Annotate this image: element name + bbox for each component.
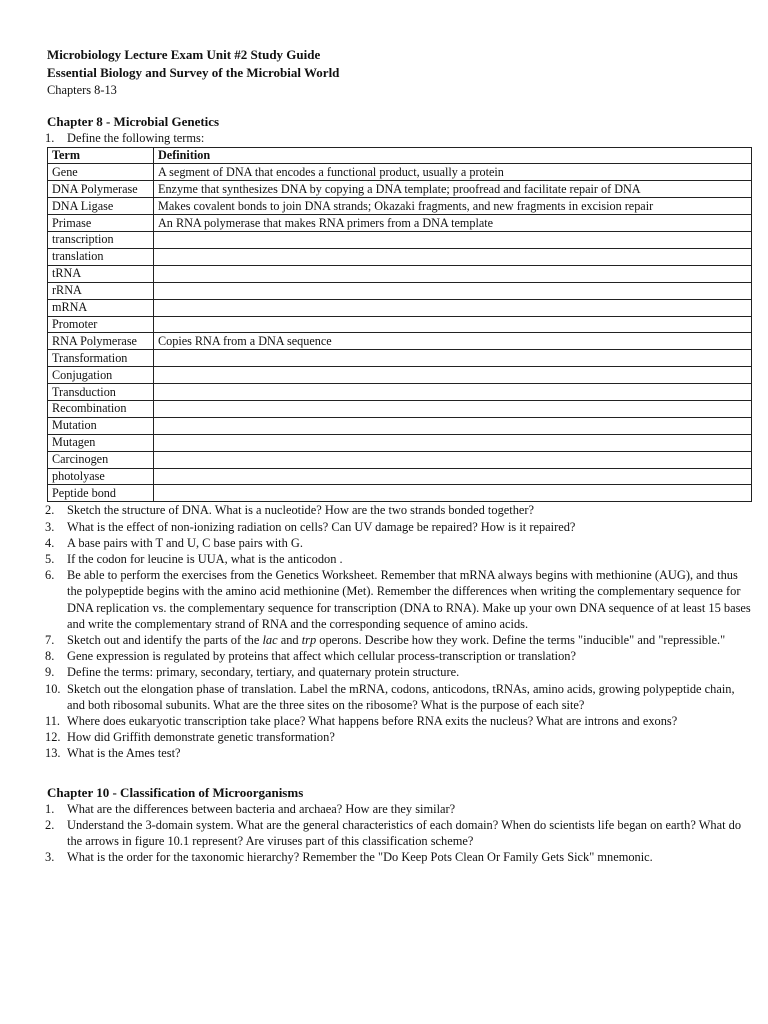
question-text: operons. Describe how they work. Define the terms "inducible" and "repressible." bbox=[316, 632, 726, 647]
term-cell: Gene bbox=[48, 164, 154, 181]
table-row bbox=[48, 181, 752, 198]
list-item bbox=[47, 632, 752, 648]
term-cell: Conjugation bbox=[48, 367, 154, 384]
question-number: 7. bbox=[45, 632, 55, 647]
table-row bbox=[48, 215, 752, 232]
chapter8-questions bbox=[47, 502, 752, 761]
doc-title-line2: Essential Biology and Survey of the Microbial World bbox=[47, 65, 340, 80]
table-row bbox=[48, 316, 752, 333]
question-number: 5. bbox=[45, 551, 55, 566]
term-cell: DNA Polymerase bbox=[48, 181, 154, 198]
question-text: How did Griffith demonstrate genetic transformation? bbox=[67, 730, 335, 745]
list-item bbox=[47, 567, 752, 632]
definition-cell bbox=[154, 367, 752, 384]
question-number: 12. bbox=[45, 730, 61, 745]
header-definition: Definition bbox=[154, 147, 752, 164]
definition-cell bbox=[154, 316, 752, 333]
question-number: 1. bbox=[45, 131, 55, 145]
table-row bbox=[48, 198, 752, 215]
terms-table bbox=[47, 147, 752, 503]
question-number: 3. bbox=[45, 850, 55, 865]
list-item bbox=[47, 535, 752, 551]
list-item bbox=[47, 729, 752, 745]
table-row bbox=[48, 333, 752, 350]
question-text: Where does eukaryotic transcription take place? What happens before RNA exits the nucleus? What are introns and exons? bbox=[67, 713, 678, 728]
term-cell: DNA Ligase bbox=[48, 198, 154, 215]
question-text: If the codon for leucine is UUA, what is the anticodon . bbox=[67, 551, 343, 566]
term-cell: photolyase bbox=[48, 468, 154, 485]
term-cell: Mutation bbox=[48, 417, 154, 434]
question-number: 2. bbox=[45, 503, 55, 518]
definition-cell bbox=[154, 451, 752, 468]
list-item bbox=[47, 551, 752, 567]
table-row bbox=[48, 367, 752, 384]
question-number: 2. bbox=[45, 817, 55, 832]
question-number: 4. bbox=[45, 535, 55, 550]
table-row bbox=[48, 164, 752, 181]
question-text: A base pairs with T and U, C base pairs with G. bbox=[67, 535, 303, 550]
list-item bbox=[47, 801, 752, 817]
list-item bbox=[47, 713, 752, 729]
definition-cell: Makes covalent bonds to join DNA strands; Okazaki fragments, and new fragments in excision repair bbox=[154, 198, 752, 215]
term-cell: Recombination bbox=[48, 400, 154, 417]
table-row bbox=[48, 451, 752, 468]
table-row bbox=[48, 485, 752, 502]
question-text: What are the differences between bacteria and archaea? How are they similar? bbox=[67, 801, 456, 816]
term-cell: Promoter bbox=[48, 316, 154, 333]
list-item bbox=[47, 745, 752, 761]
definition-cell bbox=[154, 417, 752, 434]
table-row bbox=[48, 400, 752, 417]
definition-cell bbox=[154, 282, 752, 299]
question-text: Sketch out and identify the parts of the bbox=[67, 632, 263, 647]
question-text: What is the order for the taxonomic hierarchy? Remember the "Do Keep Pots Clean Or Family Gets Sick" mnemonic. bbox=[67, 850, 653, 865]
question-text: What is the effect of non-ionizing radiation on cells? Can UV damage be repaired? How is it repaired? bbox=[67, 519, 576, 534]
header-term: Term bbox=[48, 147, 154, 164]
terms-table-header bbox=[48, 147, 752, 164]
question-number: 13. bbox=[45, 746, 61, 761]
definition-cell: Enzyme that synthesizes DNA by copying a DNA template; proofread and facilitate repair of DNA bbox=[154, 181, 752, 198]
definition-cell: An RNA polymerase that makes RNA primers from a DNA template bbox=[154, 215, 752, 232]
definition-cell: A segment of DNA that encodes a functional product, usually a protein bbox=[154, 164, 752, 181]
term-cell: Mutagen bbox=[48, 434, 154, 451]
question-text: Understand the 3-domain system. What are the general characteristics of each domain? When do scientists life began on earth? What do the arrows in figure 10.1 represent? Are viruses part of this classification scheme? bbox=[67, 817, 742, 848]
list-item bbox=[47, 502, 752, 518]
term-cell: Primase bbox=[48, 215, 154, 232]
definition-cell bbox=[154, 485, 752, 502]
term-cell: RNA Polymerase bbox=[48, 333, 154, 350]
table-row bbox=[48, 350, 752, 367]
doc-title-line1: Microbiology Lecture Exam Unit #2 Study Guide bbox=[47, 47, 321, 62]
chapter10-questions bbox=[47, 801, 752, 866]
list-item bbox=[47, 664, 752, 680]
doc-chapters-range: Chapters 8-13 bbox=[47, 83, 117, 97]
list-item bbox=[47, 681, 752, 713]
operon-name: lac bbox=[262, 632, 278, 647]
question-number: 8. bbox=[45, 649, 55, 664]
question-number: 10. bbox=[45, 681, 61, 696]
table-row bbox=[48, 232, 752, 249]
list-item bbox=[47, 648, 752, 664]
question-text: and bbox=[277, 632, 302, 647]
definition-cell bbox=[154, 400, 752, 417]
list-item bbox=[47, 849, 752, 865]
table-row bbox=[48, 417, 752, 434]
definition-cell bbox=[154, 248, 752, 265]
terms-table-body bbox=[48, 164, 752, 502]
term-cell: Transduction bbox=[48, 384, 154, 401]
table-row bbox=[48, 248, 752, 265]
question-number: 6. bbox=[45, 568, 55, 583]
definition-cell bbox=[154, 434, 752, 451]
table-row bbox=[48, 265, 752, 282]
question-number: 3. bbox=[45, 519, 55, 534]
list-item bbox=[47, 817, 752, 849]
table-row bbox=[48, 299, 752, 316]
term-cell: transcription bbox=[48, 232, 154, 249]
definition-cell bbox=[154, 350, 752, 367]
table-row bbox=[48, 468, 752, 485]
term-cell: rRNA bbox=[48, 282, 154, 299]
table-row bbox=[48, 384, 752, 401]
term-cell: Carcinogen bbox=[48, 451, 154, 468]
chapter8-heading: Chapter 8 - Microbial Genetics bbox=[47, 114, 220, 129]
chapter8-q1 bbox=[47, 130, 752, 147]
term-cell: mRNA bbox=[48, 299, 154, 316]
list-item bbox=[47, 519, 752, 535]
question-text: Define the following terms: bbox=[67, 131, 205, 145]
term-cell: translation bbox=[48, 248, 154, 265]
definition-cell bbox=[154, 232, 752, 249]
question-number: 9. bbox=[45, 665, 55, 680]
chapter10-heading: Chapter 10 - Classification of Microorganisms bbox=[47, 784, 304, 800]
definition-cell bbox=[154, 384, 752, 401]
question-number: 1. bbox=[45, 801, 55, 816]
term-cell: Transformation bbox=[48, 350, 154, 367]
question-text: Sketch the structure of DNA. What is a nucleotide? How are the two strands bonded together? bbox=[67, 503, 535, 518]
table-row bbox=[48, 434, 752, 451]
study-guide-page bbox=[47, 46, 752, 865]
definition-cell bbox=[154, 468, 752, 485]
question-number: 11. bbox=[45, 713, 61, 728]
term-cell: Peptide bond bbox=[48, 485, 154, 502]
question-text: What is the Ames test? bbox=[67, 746, 181, 761]
term-cell: tRNA bbox=[48, 265, 154, 282]
operon-name: trp bbox=[301, 632, 317, 647]
definition-cell: Copies RNA from a DNA sequence bbox=[154, 333, 752, 350]
definition-cell bbox=[154, 265, 752, 282]
question-text: Gene expression is regulated by proteins that affect which cellular process-transcription or translation? bbox=[67, 649, 576, 664]
table-row bbox=[48, 282, 752, 299]
question-text: Be able to perform the exercises from the Genetics Worksheet. Remember that mRNA always begins with methionine (AUG), and thus the polypeptide begins with the amino acid methionine (Met). Remember the differences when writing the complementary sequence for DNA replication vs. the complementary sequence for transcription (DNA to RNA). Make up your own DNA sequence of at least 15 bases and write the complementary strand of RNA and the corresponding sequence of amino acids. bbox=[67, 568, 751, 631]
question-text: Sketch out the elongation phase of translation. Label the mRNA, codons, anticodons, tRNAs, amino acids, growing polypeptide chain, and both ribosomal subunits. What are the three sites on the ribosome? What is the purpose of each site? bbox=[67, 681, 735, 712]
question-text: Define the terms: primary, secondary, tertiary, and quaternary protein structure. bbox=[67, 665, 460, 680]
definition-cell bbox=[154, 299, 752, 316]
